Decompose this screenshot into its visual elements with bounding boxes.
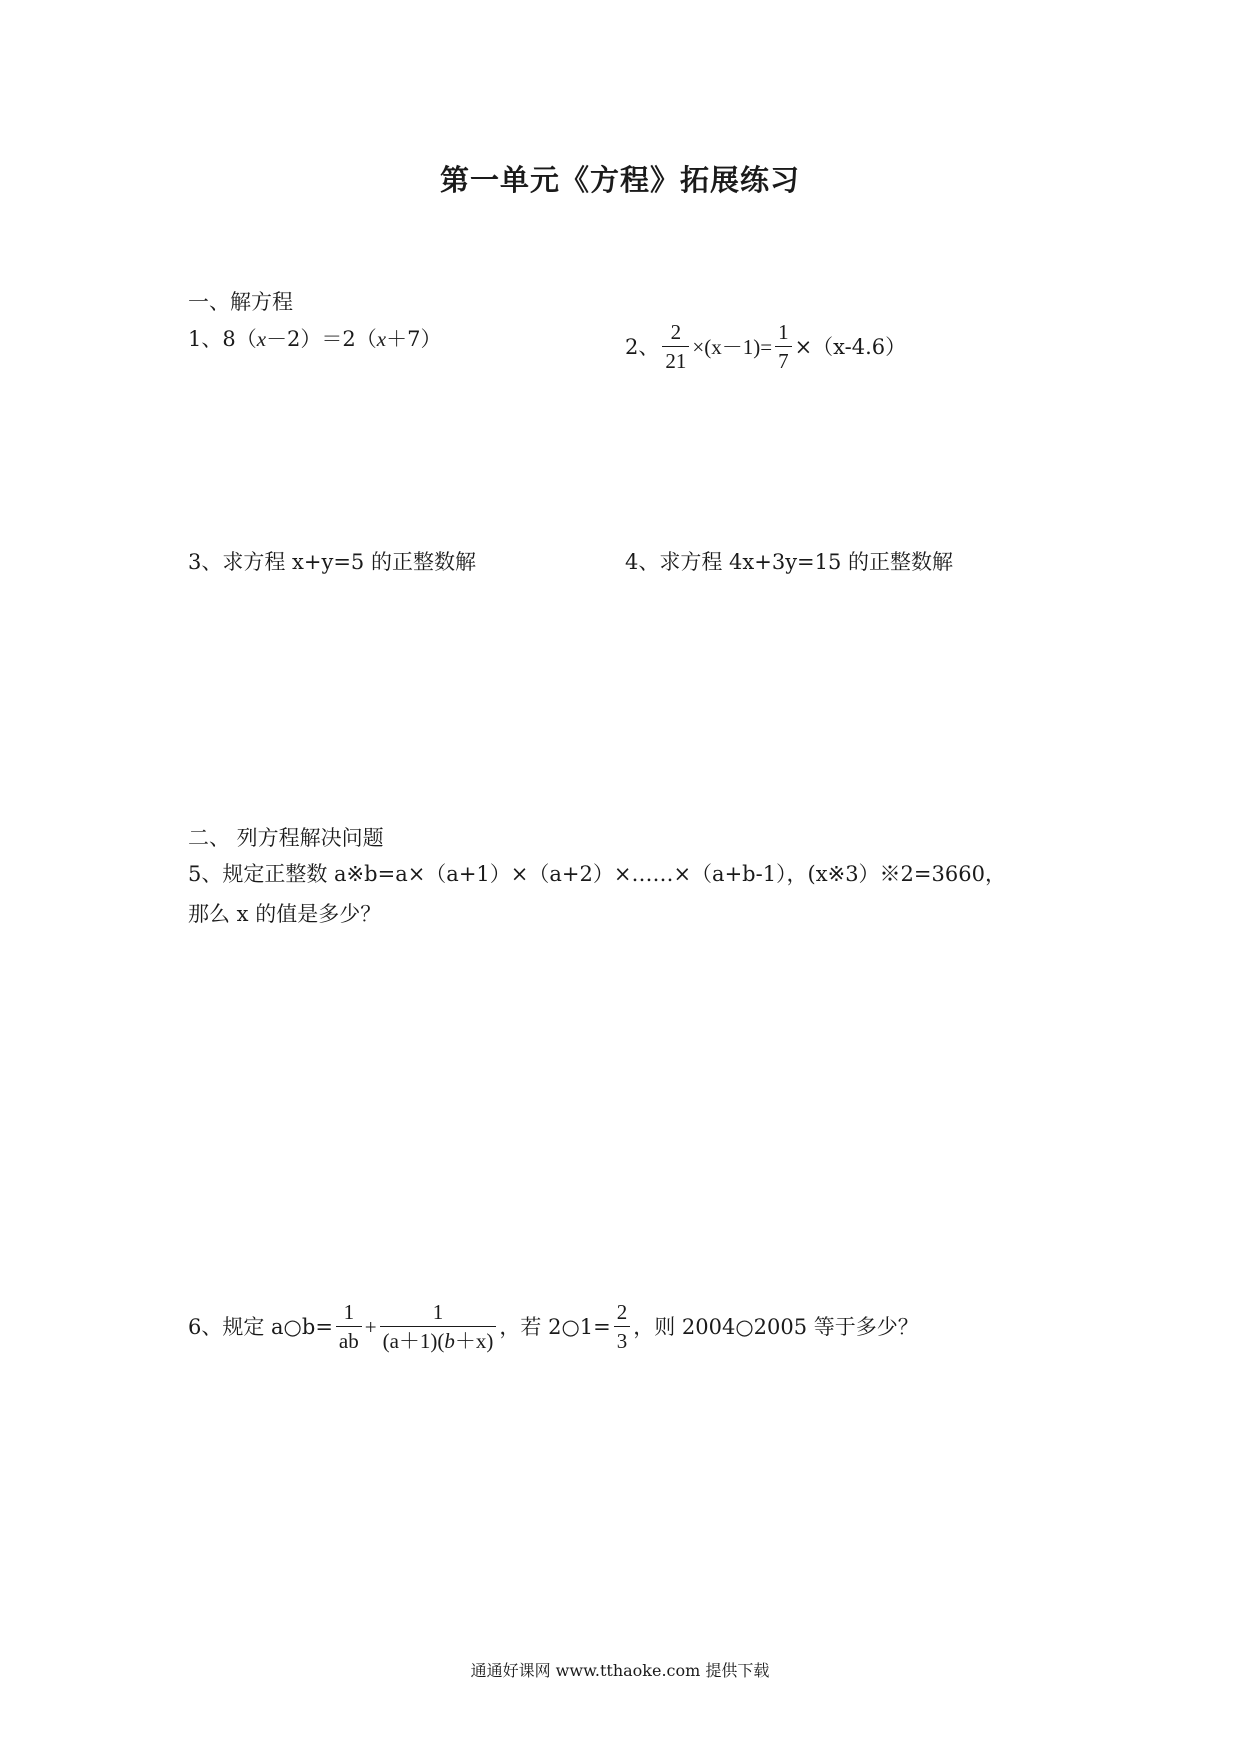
fraction-1-ab: $\frac{1}{ab}$: [336, 1300, 362, 1353]
question-3: 3、求方程 x+y=5 的正整数解: [188, 550, 476, 574]
question-5-line-2: 那么 x 的值是多少？: [188, 902, 382, 926]
question-4: 4、求方程 4x+3y=15 的正整数解: [625, 550, 954, 574]
fraction-1-7: $\frac{1}{7}$: [775, 320, 792, 373]
fraction-complex: $\frac{1}{(a+1)(b+x)}$: [380, 1300, 497, 1353]
question-5-line-1: 5、规定正整数 a※b=a×（a+1）×（a+2）×……×（a+b-1），(x※3）※2=3660，: [188, 862, 1006, 886]
section-1-heading: 一、解方程: [188, 290, 293, 314]
question-2: 2、 $\frac{2}{21}$ ×(x－1)= $\frac{1}{7}$ ×（x-4.6）: [625, 320, 907, 373]
fraction-2-21: $\frac{2}{21}$: [662, 320, 689, 373]
question-6: 6、规定 a○b= $\frac{1}{ab}$ + $\frac{1}{(a+1)(b+x)}$ ，若 2○1= $\frac{2}{3}$ ，则 2004○2005 等于多少？: [188, 1300, 919, 1353]
footer-text: 通通好课网 www.tthaoke.com 提供下载: [470, 1661, 770, 1680]
section-2-heading: 二、 列方程解决问题: [188, 826, 384, 850]
question-1: 1、8（x－2）＝2（x＋7）: [188, 327, 442, 351]
fraction-2-3: $\frac{2}{3}$: [614, 1300, 631, 1353]
page-title: 第一单元《方程》拓展练习: [439, 163, 800, 197]
